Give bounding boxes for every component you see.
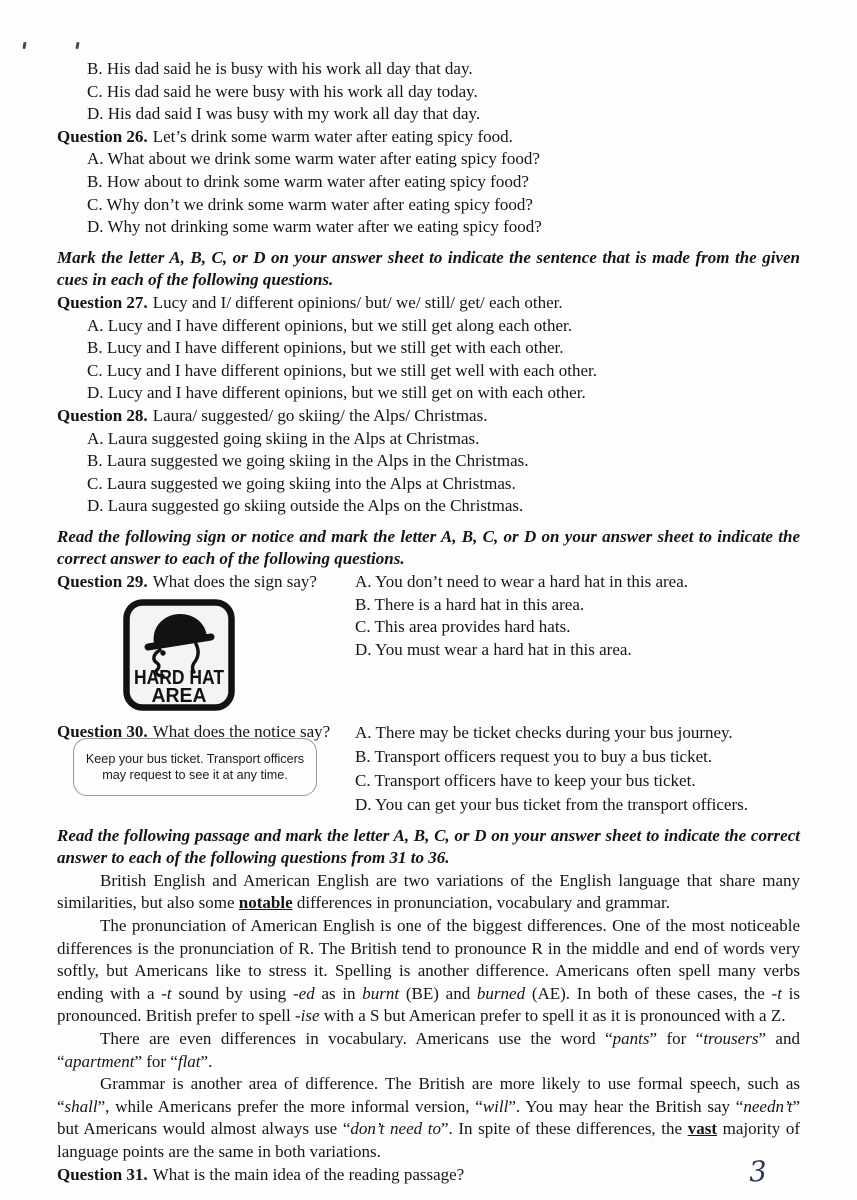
option-line: D. Laura suggested go skiing outside the Alps on the Christmas. (87, 496, 524, 516)
passage-text-segment: -t (161, 983, 172, 1003)
option-line: B. How about to drink some warm water after eating spicy food? (87, 171, 529, 191)
option-line: D. You can get your bus ticket from the transport officers. (355, 794, 748, 814)
passage-text-segment: Grammar is another area of difference. The British are more likely to use formal speech, such as “ (57, 1074, 800, 1116)
passage-paragraph-1 (57, 870, 800, 915)
option-line: A. Laura suggested going skiing in the Alps at Christmas. (87, 428, 480, 448)
question-text: Let’s drink some warm water after eating spicy food. (152, 126, 513, 146)
passage-text-segment: burnt (362, 983, 400, 1003)
question-text: Laura/ suggested/ go skiing/ the Alps/ Christmas. (152, 405, 488, 425)
passage-text-segment: -ed (293, 983, 315, 1003)
passage-paragraph-2 (57, 915, 800, 1028)
passage-text-segment: ”. In spite of these differences, the (440, 1119, 688, 1139)
option-line: C. His dad said he were busy with his work all day today. (87, 81, 478, 101)
passage-text-segment: majority of language points are the same in both variations. (57, 1119, 800, 1161)
question-30-options (355, 721, 800, 817)
passage-text-segment: The pronunciation of American English is one of the biggest differences. One of the most noticeable differences is the pronunciation of R. The British tend to pronounce R in the middle and end of words very softly, but Americans like to stress it. Spelling is another difference. Americans often spell many verbs ending with a (57, 916, 800, 1003)
passage-text-segment: pants (612, 1029, 650, 1048)
sign-text-line1: HARD HAT (134, 666, 224, 689)
passage-text-segment: differences in pronunciation, vocabulary and grammar. (292, 893, 670, 913)
option-line: D. Lucy and I have different opinions, but we still get on with each other. (87, 383, 586, 403)
question-label: Question 29. (57, 572, 148, 592)
option-line: B. Laura suggested we going skiing in the Alps in the Christmas. (87, 451, 529, 471)
question-31 (57, 1164, 800, 1187)
question-label: Question 27. (57, 292, 148, 312)
question-30-row (57, 721, 800, 817)
question-27 (57, 292, 800, 315)
passage-text-segment: -ise (294, 1006, 320, 1026)
passage-text-segment: British English and American English are two variations of the English language that share many similarities, but also some (57, 870, 800, 913)
passage-text-segment: shall (64, 1096, 98, 1116)
passage-text-segment: will (482, 1096, 509, 1116)
passage-text-segment: trousers (703, 1029, 759, 1048)
question-29-row (57, 571, 800, 715)
option-line: C. This area provides hard hats. (355, 617, 571, 637)
question-26 (57, 126, 800, 149)
option-line: C. Lucy and I have different opinions, but we still get well with each other. (87, 360, 598, 380)
option-line: D. Why not drinking some warm water after we eating spicy food? (87, 217, 542, 237)
question-text: What does the sign say? (152, 572, 317, 592)
question-label: Question 30. (57, 721, 148, 741)
question-label: Question 28. (57, 405, 148, 425)
passage-text-segment: (AE). In both of these cases, the (525, 983, 772, 1003)
option-line: B. Transport officers request you to buy a bus ticket. (355, 746, 713, 766)
passage-text-segment: sound by using (171, 983, 293, 1003)
scan-artifact (75, 42, 79, 49)
section-instruction-sentence-building: Mark the letter A, B, C, or D on your answer sheet to indicate the sentence that is made from the given cues in each of the following questions. (57, 247, 800, 290)
question-label: Question 26. (57, 126, 148, 146)
passage-text-segment: ”. You may hear the British say “ (508, 1096, 744, 1116)
question-text: What does the notice say? (152, 721, 331, 741)
option-line: C. Laura suggested we going skiing into the Alps at Christmas. (87, 473, 516, 493)
question-29 (57, 571, 355, 594)
passage-text-segment: burned (476, 983, 526, 1003)
option-line: C. Transport officers have to keep your bus ticket. (355, 770, 696, 790)
passage-text-segment: ” for “ (649, 1029, 704, 1048)
option-line: D. You must wear a hard hat in this area. (355, 639, 632, 659)
passage-text-segment: ”. (200, 1051, 213, 1071)
question-text: What is the main idea of the reading passage? (152, 1164, 465, 1184)
passage-text-segment: flat (177, 1051, 201, 1071)
question-28 (57, 405, 800, 428)
passage-text-segment: -t (771, 983, 782, 1003)
option-line: A. What about we drink some warm water after eating spicy food? (87, 149, 540, 169)
bus-ticket-notice: Keep your bus ticket. Transport officers may request to see it at any time. (73, 738, 317, 796)
passage-paragraph-4 (57, 1073, 800, 1163)
option-line: D. His dad said I was busy with my work all day that day. (87, 104, 481, 124)
passage-text-segment: is pronounced. British prefer to spell (57, 983, 800, 1026)
passage-text-segment: ”, while Americans prefer the more informal version, “ (97, 1096, 483, 1116)
passage-text-segment: apartment (64, 1051, 135, 1071)
option-line: A. There may be ticket checks during your bus journey. (355, 722, 733, 742)
option-line: A. Lucy and I have different opinions, but we still get along each other. (87, 315, 572, 335)
passage-text-segment: with a S but American prefer to spell it as it is pronounced with a Z. (319, 1006, 786, 1026)
passage-text-segment: as in (314, 983, 363, 1003)
passage-text-segment: ” but Americans would almost always use “ (57, 1096, 800, 1139)
section-instruction-sign-notice: Read the following sign or notice and mark the letter A, B, C, or D on your answer sheet to indicate the correct answer to each of the following questions. (57, 526, 800, 569)
scan-artifact (22, 42, 26, 49)
passage-paragraph-3 (57, 1028, 800, 1073)
passage-text-segment: ” for “ (134, 1051, 178, 1071)
question-29-options (355, 571, 800, 661)
passage-text-segment: needn’t (743, 1096, 793, 1116)
passage-text-segment: There are even differences in vocabulary. Americans use the word “ (100, 1029, 613, 1048)
section-instruction-reading-passage: Read the following passage and mark the letter A, B, C, or D on your answer sheet to indicate the correct answer to each of the following questions from 31 to 36. (57, 825, 800, 868)
passage-text-segment: (BE) and (399, 983, 477, 1003)
option-line: A. You don’t need to wear a hard hat in this area. (355, 572, 688, 592)
hard-hat-sign-graphic (121, 597, 237, 713)
hard-hat-area-sign (121, 597, 237, 713)
question-30 (57, 721, 355, 744)
passage-text-segment: vast (687, 1119, 717, 1139)
option-line: B. There is a hard hat in this area. (355, 594, 585, 614)
passage-text-segment: ” and “ (57, 1029, 800, 1071)
question-29-left (57, 571, 355, 715)
passage-text-segment: don’t need to (350, 1119, 441, 1139)
sign-text-line2: AREA (151, 684, 207, 707)
question-label: Question 31. (57, 1164, 148, 1184)
page-number: 3 (748, 1154, 768, 1189)
question-30-left (57, 721, 355, 801)
question-text: Lucy and I/ different opinions/ but/ we/ still/ get/ each other. (152, 292, 563, 312)
option-line: C. Why don’t we drink some warm water after eating spicy food? (87, 194, 533, 214)
option-line: B. Lucy and I have different opinions, but we still get with each other. (87, 338, 564, 358)
option-line: B. His dad said he is busy with his work all day that day. (87, 59, 473, 78)
passage-text-segment: notable (238, 893, 293, 913)
